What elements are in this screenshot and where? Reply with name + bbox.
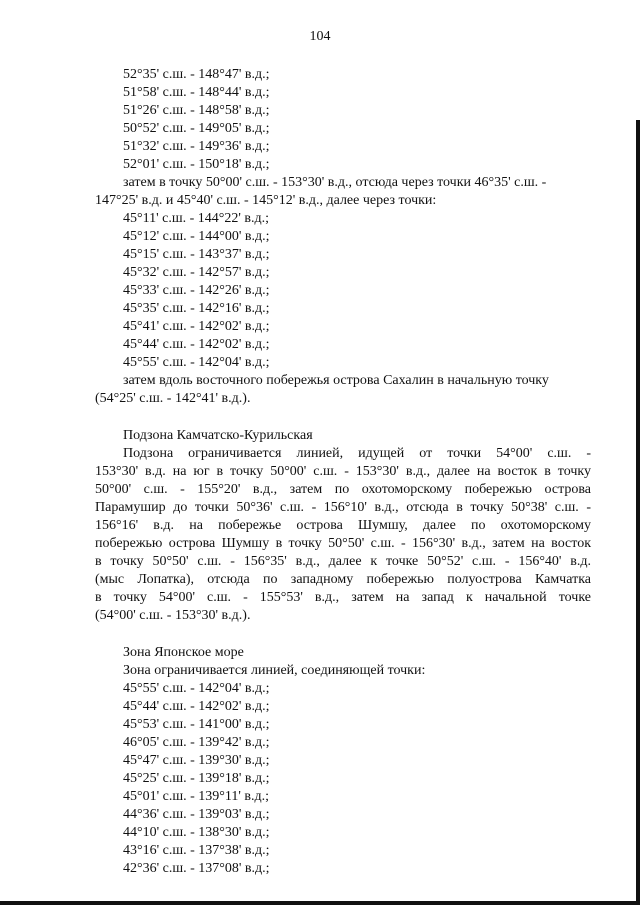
paragraph-line: Парамушир до точки 50°36' с.ш. - 156°10' в.д., отсюда в точку 50°38' с.ш. - [95,500,591,515]
paragraph-line: (мыс Лопатка), отсюда по западному побережью полуострова Камчатка [95,572,591,587]
coord-line: 45°55' с.ш. - 142°04' в.д.; [123,681,270,696]
section-heading: Зона Японское море [123,645,244,660]
paragraph-line: 156°16' в.д. на побережье острова Шумшу, далее по охотоморскому [95,518,591,533]
coord-line: 51°26' с.ш. - 148°58' в.д.; [123,103,270,118]
paragraph-line: Зона ограничивается линией, соединяющей точки: [123,663,426,678]
section-heading: Подзона Камчатско-Курильская [123,428,313,443]
coord-line: 45°44' с.ш. - 142°02' в.д.; [123,337,270,352]
paragraph-line: 147°25' в.д. и 45°40' с.ш. - 145°12' в.д., далее через точки: [95,193,437,208]
coord-line: 45°15' с.ш. - 143°37' в.д.; [123,247,270,262]
coord-line: 42°36' с.ш. - 137°08' в.д.; [123,861,270,876]
coord-line: 43°16' с.ш. - 137°38' в.д.; [123,843,270,858]
coord-line: 45°44' с.ш. - 142°02' в.д.; [123,699,270,714]
paragraph-line: затем в точку 50°00' с.ш. - 153°30' в.д., отсюда через точки 46°35' с.ш. - [123,175,547,190]
coord-line: 45°47' с.ш. - 139°30' в.д.; [123,753,270,768]
coord-line: 45°32' с.ш. - 142°57' в.д.; [123,265,270,280]
paragraph-line: затем вдоль восточного побережья острова Сахалин в начальную точку [123,373,549,388]
paragraph-line: в точку 50°50' с.ш. - 156°35' в.д., далее к точке 50°52' с.ш. - 156°40' в.д. [95,554,591,569]
coord-line: 50°52' с.ш. - 149°05' в.д.; [123,121,270,136]
coord-line: 45°33' с.ш. - 142°26' в.д.; [123,283,270,298]
paragraph-line: побережью острова Шумшу в точку 50°50' с.ш. - 156°30' в.д., затем на восток [95,536,591,551]
coord-line: 45°11' с.ш. - 144°22' в.д.; [123,211,270,226]
coord-line: 45°35' с.ш. - 142°16' в.д.; [123,301,270,316]
coord-line: 45°25' с.ш. - 139°18' в.д.; [123,771,270,786]
scan-edge-right [636,120,640,905]
coord-line: 45°41' с.ш. - 142°02' в.д.; [123,319,270,334]
coord-line: 45°01' с.ш. - 139°11' в.д.; [123,789,270,804]
coord-line: 44°10' с.ш. - 138°30' в.д.; [123,825,270,840]
coord-line: 46°05' с.ш. - 139°42' в.д.; [123,735,270,750]
paragraph-line: 153°30' в.д. на юг в точку 50°00' с.ш. - 153°30' в.д., далее на восток в точку [95,464,591,479]
coord-line: 51°58' с.ш. - 148°44' в.д.; [123,85,270,100]
coord-line: 45°12' с.ш. - 144°00' в.д.; [123,229,270,244]
coord-line: 45°53' с.ш. - 141°00' в.д.; [123,717,270,732]
paragraph-line: (54°25' с.ш. - 142°41' в.д.). [95,391,251,406]
scan-edge-bottom [0,901,640,905]
paragraph-line: 50°00' с.ш. - 155°20' в.д., затем по охотоморскому побережью острова [95,482,591,497]
coord-line: 52°01' с.ш. - 150°18' в.д.; [123,157,270,172]
coord-line: 51°32' с.ш. - 149°36' в.д.; [123,139,270,154]
coord-line: 45°55' с.ш. - 142°04' в.д.; [123,355,270,370]
coord-line: 52°35' с.ш. - 148°47' в.д.; [123,67,270,82]
paragraph-line: в точку 54°00' с.ш. - 155°53' в.д., затем на запад к начальной точке [95,590,591,605]
coord-line: 44°36' с.ш. - 139°03' в.д.; [123,807,270,822]
page-number: 104 [309,29,331,44]
paragraph-line: (54°00' с.ш. - 153°30' в.д.). [95,608,251,623]
paragraph-line: Подзона ограничивается линией, идущей от точки 54°00' с.ш. - [123,446,591,461]
